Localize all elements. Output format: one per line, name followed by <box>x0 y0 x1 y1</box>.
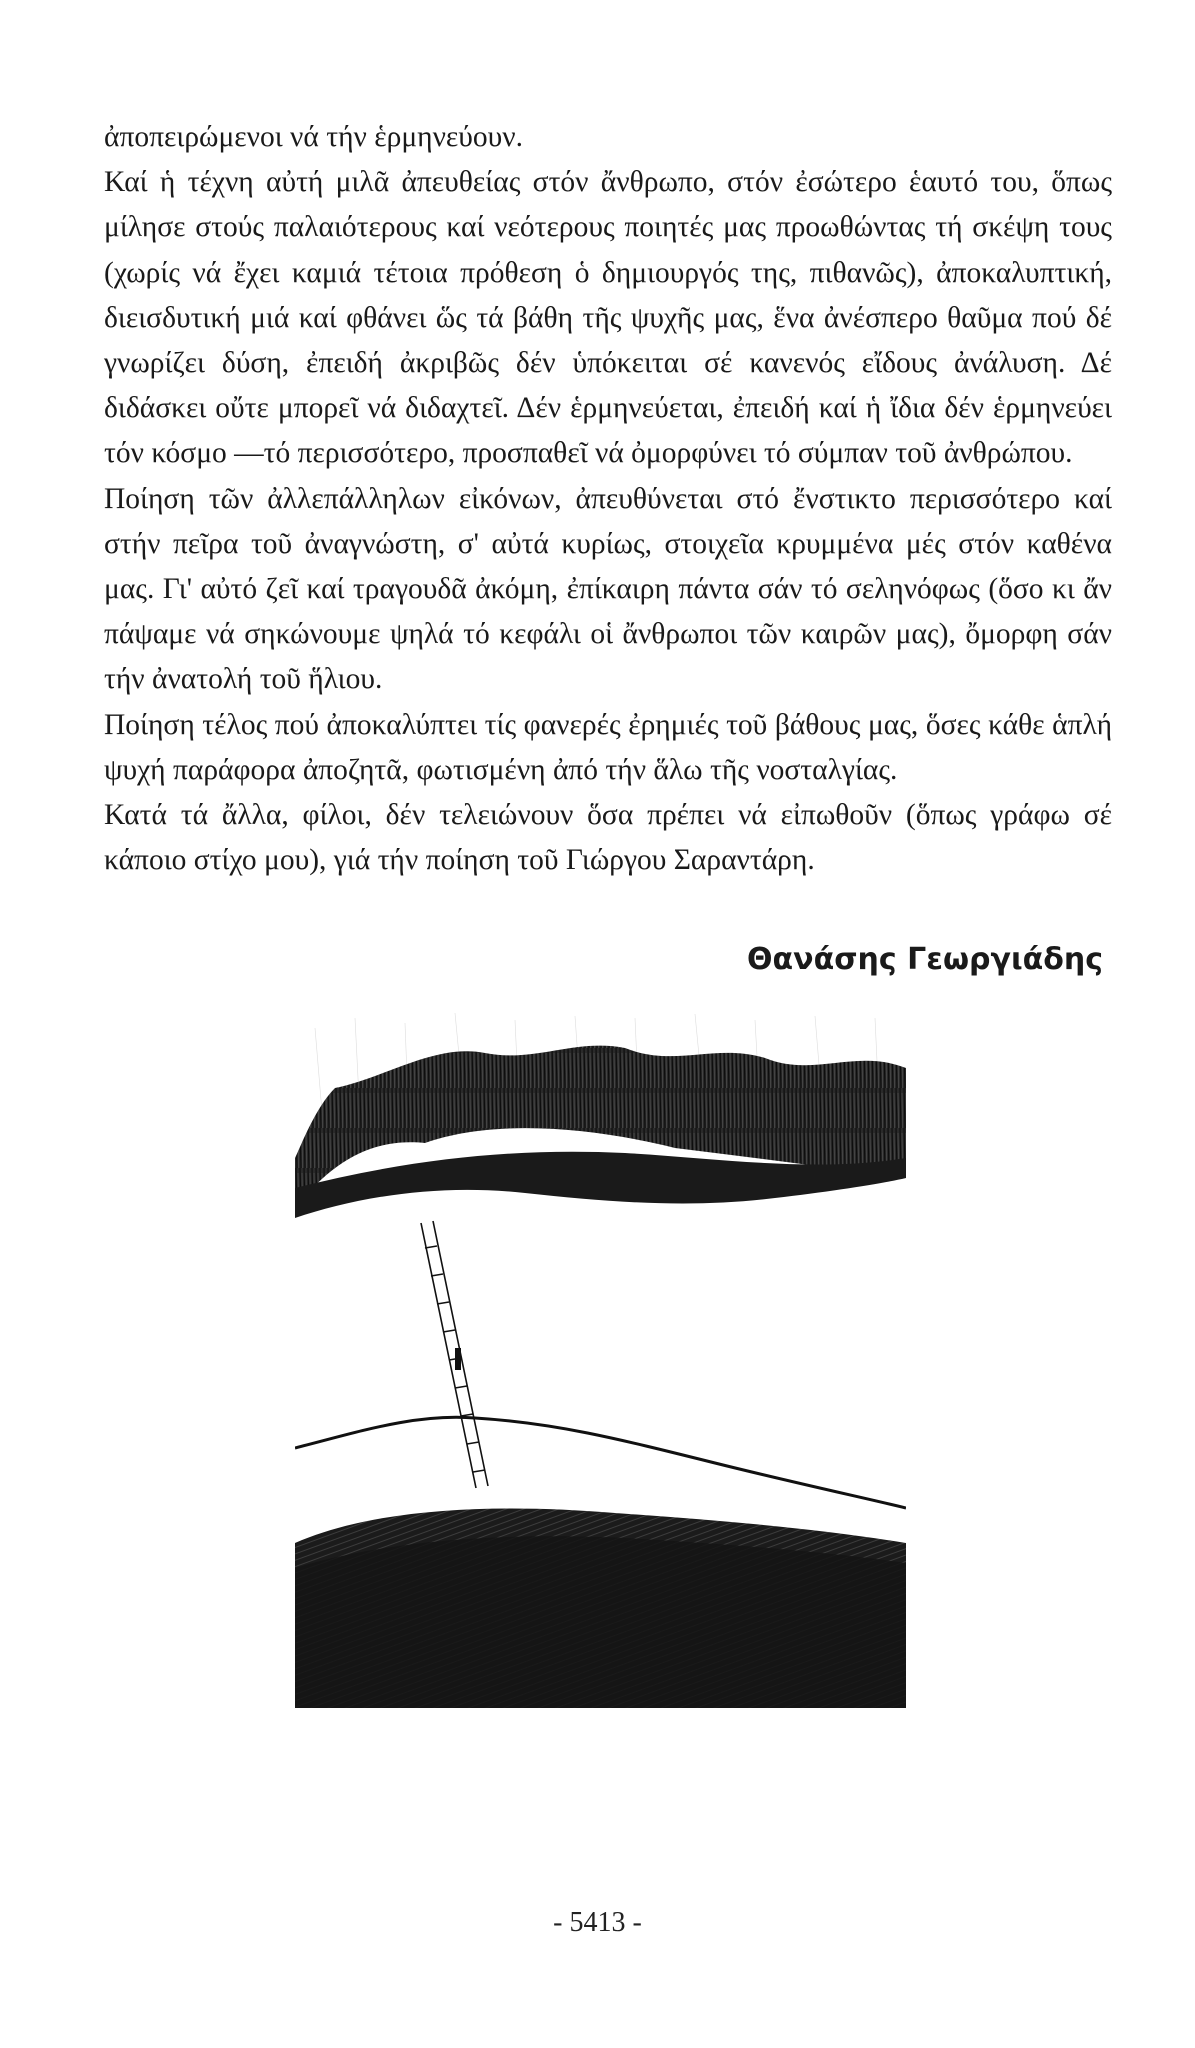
page-number: - 5413 - <box>553 1907 642 1938</box>
small-figure <box>455 1348 461 1370</box>
paragraph-art-speaks: Καί ἡ τέχνη αὐτή μιλᾶ ἀπευθείας στόν ἄνθρωπο, στόν ἐσώτερο ἑαυτό του, ὅπως μίλησε στούς παλαιότερους καί νεότερους ποιητές μας προωθώντας τή σκέψη τους (χωρίς νά ἔχει καμιά τέτοια πρόθεση ὁ δημιουργός της, πιθανῶς), ἀποκαλυπτική, διεισδυτική μιά καί φθάνει ὥς τά βάθη τῆς ψυχῆς μας, ἕνα ἀνέσπερο θαῦμα πού δέ γνωρίζει δύση, ἐπειδή ἀκριβῶς δέν ὑπόκειται σέ κανενός εἴδους ἀνάλυση. Δέ διδάσκει οὔτε μπορεῖ νά διδαχτεῖ. Δέν ἑρμηνεύεται, ἐπειδή καί ἡ ἴδια δέν ἑρμηνεύει τόν κόσμο —τό περισσότερο, προσπαθεῖ νά ὀμορφύνει τό σύμπαν τοῦ ἀνθρώπου. <box>104 166 1112 470</box>
body-text <box>104 115 1112 883</box>
paragraph-poetry-reveals: Ποίηση τέλος πού ἀποκαλύπτει τίς φανερές ἐρημιές τοῦ βάθους μας, ὅσες κάθε ἁπλή ψυχή παράφορα ἀποζητᾶ, φωτισμένη ἀπό τήν ἅλω τῆς νοσταλγίας. <box>104 708 1112 786</box>
paragraph-poetry-images: Ποίηση τῶν ἀλλεπάλληλων εἰκόνων, ἀπευθύνεται στό ἔνστικτο περισσότερο καί στήν πεῖρα τοῦ ἀναγνώστη, σ' αὐτά κυρίως, στοιχεῖα κρυμμένα μές στόν καθένα μας. Γι' αὐτό ζεῖ καί τραγουδᾶ ἀκόμη, ἐπίκαιρη πάντα σάν τό σεληνόφως (ὅσο κι ἄν πάψαμε νά σηκώνουμε ψηλά τό κεφάλι οἱ ἄνθρωποι τῶν καιρῶν μας), ὄμορφη σάν τήν ἀνατολή τοῦ ἥλιου. <box>104 482 1112 696</box>
ink-drawing-illustration <box>295 1008 906 1708</box>
paragraph-closing: Κατά τά ἄλλα, φίλοι, δέν τελειώνουν ὅσα πρέπει νά εἰπωθοῦν (ὅπως γράφω σέ κάποιο στίχο μου), γιά τήν ποίηση τοῦ Γιώργου Σαραντάρη. <box>104 799 1112 877</box>
author-signature: Θανάσης Γεωργιάδης <box>747 942 1103 977</box>
paragraph-continuation: ἀποπειρώμενοι νά τήν ἑρμηνεύουν. <box>104 121 523 153</box>
